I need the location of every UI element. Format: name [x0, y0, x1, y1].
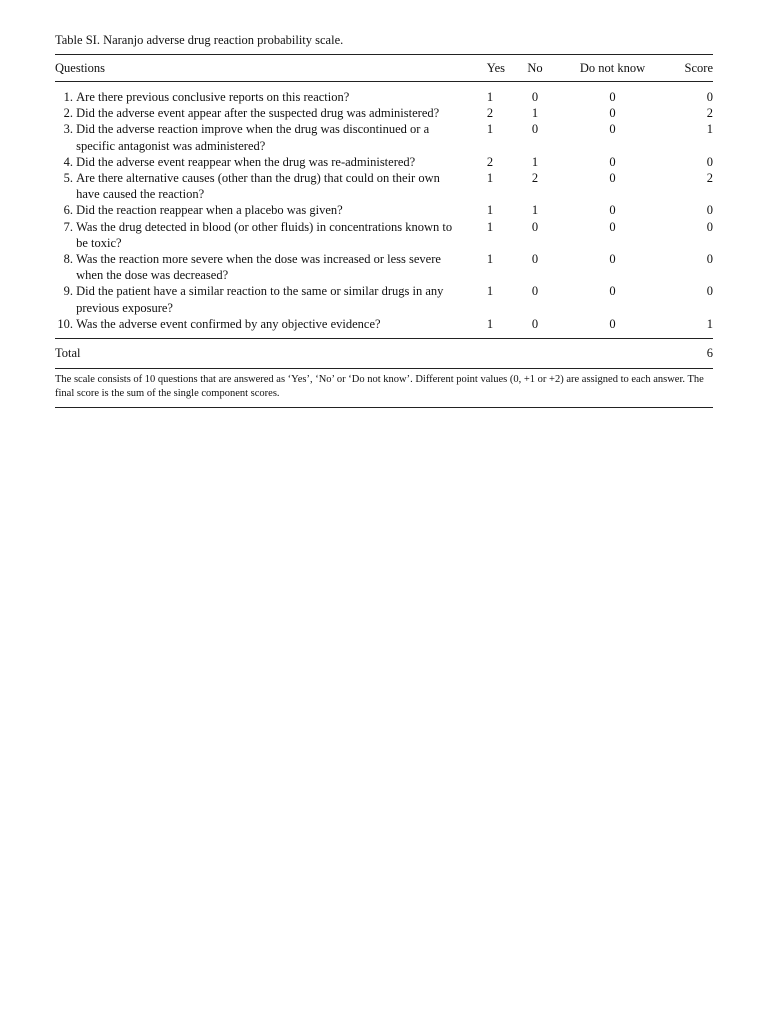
question-cell: [55, 283, 475, 315]
table-row: [55, 170, 713, 202]
no-points: 0: [531, 90, 539, 104]
naranjo-table: [55, 55, 713, 408]
yes-points: 1: [486, 90, 494, 104]
note-cell: [55, 369, 713, 408]
yes-points: 1: [486, 219, 494, 234]
yes-points: 2: [486, 154, 494, 169]
header-no: No: [527, 61, 543, 75]
header-row: [55, 55, 713, 82]
yes-points: 2: [486, 106, 494, 121]
total-label: Total: [55, 339, 660, 369]
question-number: 5.: [63, 171, 73, 186]
no-points: 2: [531, 171, 539, 186]
score-value: 1: [706, 316, 713, 331]
do-not-know-points: 0: [609, 122, 616, 137]
total-score: 6: [660, 339, 713, 369]
yes-points: 1: [486, 316, 494, 331]
question-cell: [55, 154, 475, 170]
question-cell: [55, 316, 475, 332]
header-questions: Questions: [55, 61, 105, 75]
table-document: [55, 31, 713, 408]
do-not-know-points: 0: [609, 252, 616, 267]
score-value: 0: [706, 252, 713, 267]
question-cell: [55, 105, 475, 121]
score-value: 0: [706, 154, 713, 169]
question-text: Did the adverse event appear after the suspected drug was administered?: [76, 106, 440, 121]
score-value: 0: [706, 203, 713, 218]
question-number: 6.: [63, 203, 73, 218]
question-cell: [55, 251, 475, 283]
note-row: [55, 369, 713, 408]
question-number: 1.: [63, 90, 73, 104]
question-text: Was the adverse event confirmed by any objective evidence?: [76, 316, 381, 331]
question-cell: [55, 121, 475, 153]
do-not-know-points: 0: [609, 106, 616, 121]
question-cell: [55, 89, 475, 105]
do-not-know-points: 0: [609, 171, 616, 186]
question-number: 3.: [63, 122, 73, 137]
score-value: 0: [706, 90, 713, 104]
yes-points: 1: [486, 171, 494, 186]
question-number: 7.: [63, 219, 73, 234]
table-body: [55, 82, 713, 408]
no-points: 0: [531, 316, 539, 331]
yes-points: 1: [486, 203, 494, 218]
question-number: 2.: [63, 106, 73, 121]
no-points: 0: [531, 122, 539, 137]
yes-points: 1: [486, 122, 494, 137]
question-text: Did the adverse reaction improve when the drug was discontinued or a specific antagonist was administered?: [76, 122, 430, 153]
question-text: Are there previous conclusive reports on this reaction?: [76, 90, 350, 104]
table-row: [55, 219, 713, 251]
no-points: 1: [531, 106, 539, 121]
table-caption: Table SI. Naranjo adverse drug reaction probability scale.: [55, 33, 344, 47]
question-cell: [55, 202, 475, 218]
question-number: 8.: [63, 252, 73, 267]
question-text: Was the reaction more severe when the dose was increased or less severe when the dose was decreased?: [76, 252, 441, 283]
do-not-know-points: 0: [609, 90, 616, 104]
total-row: [55, 339, 713, 369]
no-points: 1: [531, 203, 539, 218]
question-cell: [55, 170, 475, 202]
score-value: 2: [706, 106, 713, 121]
question-number: 10.: [57, 316, 73, 331]
do-not-know-points: 0: [609, 203, 616, 218]
score-value: 0: [706, 219, 713, 234]
yes-points: 1: [486, 252, 494, 267]
question-text: Did the patient have a similar reaction to the same or similar drugs in any previous exposure?: [76, 284, 444, 315]
no-points: 1: [531, 154, 539, 169]
no-points: 0: [531, 219, 539, 234]
table-row: [55, 283, 713, 315]
question-text: Are there alternative causes (other than the drug) that could on their own have caused the reaction?: [76, 171, 440, 202]
table-row: [55, 105, 713, 121]
table-row: [55, 154, 713, 170]
question-cell: [55, 219, 475, 251]
do-not-know-points: 0: [609, 219, 616, 234]
no-points: 0: [531, 252, 539, 267]
header-score: Score: [684, 61, 713, 75]
question-number: 9.: [63, 284, 73, 299]
header-do-not-know: Do not know: [579, 61, 646, 75]
table-row: [55, 202, 713, 218]
yes-points: 1: [486, 284, 494, 299]
score-value: 2: [706, 171, 713, 186]
do-not-know-points: 0: [609, 154, 616, 169]
question-text: Did the adverse event reappear when the drug was re-administered?: [76, 154, 416, 169]
no-points: 0: [531, 284, 539, 299]
header-rule: [55, 82, 713, 90]
table-footnote: The scale consists of 10 questions that are answered as ‘Yes’, ‘No’ or ‘Do not know’. Different point values (0, +1 or +2) are assigned to each answer. The final score is the sum of the single component scores.: [55, 374, 704, 400]
score-value: 1: [706, 122, 713, 137]
question-number: 4.: [63, 154, 73, 169]
do-not-know-points: 0: [609, 284, 616, 299]
question-text: Did the reaction reappear when a placebo was given?: [76, 203, 343, 218]
header-yes: Yes: [486, 61, 505, 75]
table-row: [55, 251, 713, 283]
do-not-know-points: 0: [609, 316, 616, 331]
table-row: [55, 316, 713, 332]
table-row: [55, 89, 713, 105]
question-text: Was the drug detected in blood (or other fluids) in concentrations known to be toxic?: [76, 219, 453, 250]
table-row: [55, 121, 713, 153]
score-value: 0: [706, 284, 713, 299]
